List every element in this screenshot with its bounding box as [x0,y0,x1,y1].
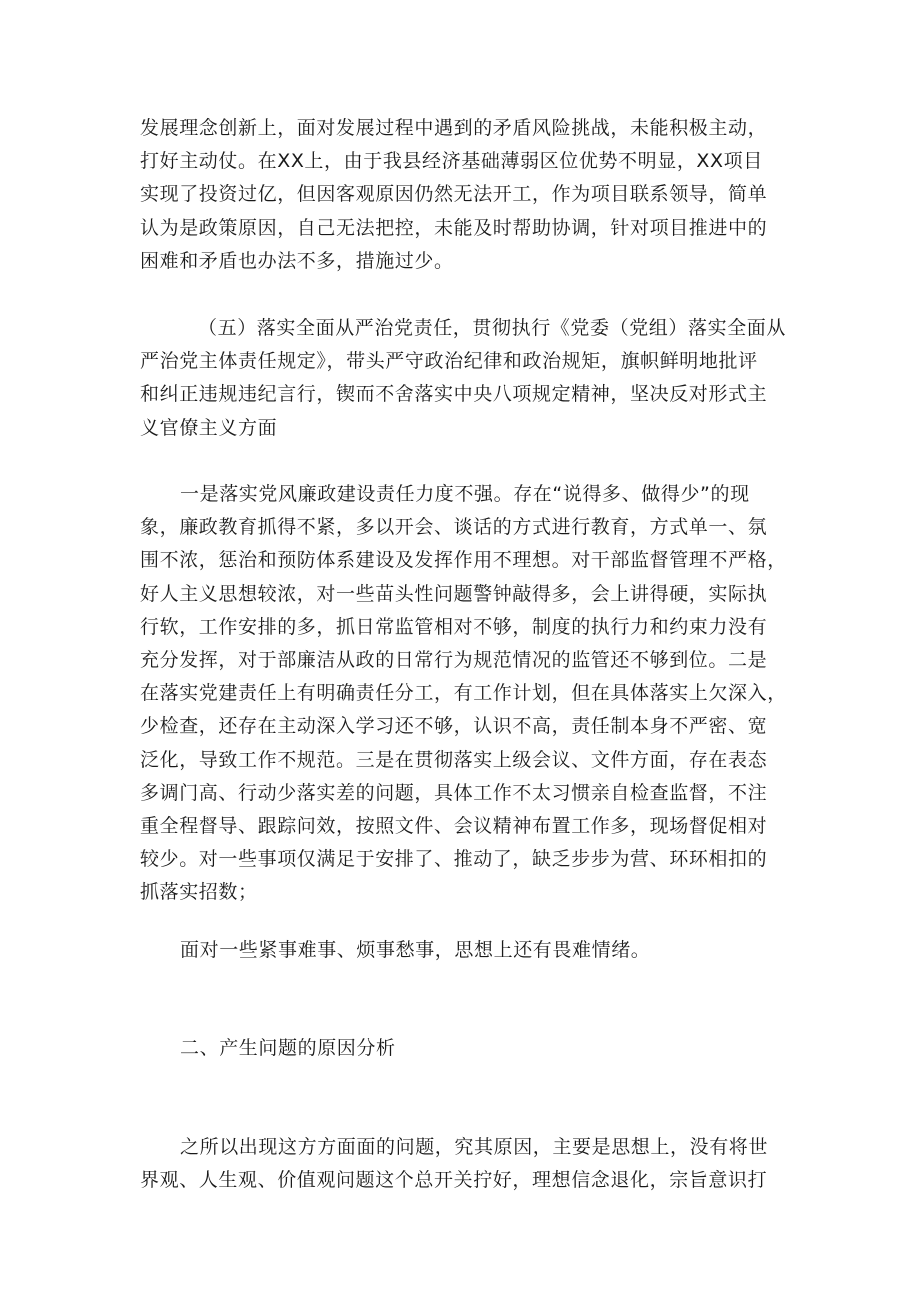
text-line: 打好主动仗。在XX上，由于我县经济基础薄弱区位优势不明显，XX项目 [140,150,763,173]
text-line: 界观、人生观、价值观问题这个总开关拧好，理想信念退化，宗旨意识打 [140,1169,768,1192]
text-line: 和纠正违规违纪言行，锲而不舍落实中央八项规定精神，坚决反对形式主 [140,383,768,406]
text-line: 二、产生问题的原因分析 [180,1037,396,1059]
text-line: 重全程督导、跟踪问效，按照文件、会议精神布置工作多，现场督促相对 [140,815,768,838]
text-line: 行软，工作安排的多，抓日常监管相对不够，制度的执行力和约束力没有 [140,615,768,638]
text-line: 一是落实党风廉政建设责任力度不强。存在“说得多、做得少”的现 [180,483,750,505]
paragraph-clean-governance [140,478,800,910]
section-heading-cause-analysis [140,1032,800,1065]
text-line: 少检查，还存在主动深入学习还不够，认识不高，责任制本身不严密、宽 [140,715,768,738]
text-line: 之所以出现这方方面面的问题，究其原因，主要是思想上，没有将世 [180,1136,769,1158]
text-line: （五）落实全面从严治党责任，贯彻执行《党委（党组）落实全面从 [198,317,787,339]
text-line: 在落实党建责任上有明确责任分工，有工作计划，但在具体落实上欠深入， [140,682,787,705]
text-line: 较少。对一些事项仅满足于安排了、推动了，缺乏步步为营、环环相扣的 [140,848,768,871]
paragraph-development-concept [140,112,800,278]
paragraph-section-five-heading [140,312,800,445]
text-line: 多调门高、行动少落实差的问题，具体工作不太习惯亲自检查监督，不注 [140,781,768,804]
text-line: 抓落实招数； [140,881,258,904]
text-line: 充分发挥，对于部廉洁从政的日常行为规范情况的监管还不够到位。二是 [140,649,768,672]
text-line: 义官僚主义方面 [140,416,278,439]
text-line: 发展理念创新上，面对发展过程中遇到的矛盾风险挑战，未能积极主动， [140,117,768,139]
text-line: 面对一些紧事难事、烦事愁事，思想上还有畏难情绪。 [180,939,651,961]
text-line: 围不浓，惩治和预防体系建设及发挥作用不理想。对干部监督管理不严格， [140,549,787,572]
text-line: 象，廉政教育抓得不紧，多以开会、谈话的方式进行教育，方式单一、氛 [140,516,768,539]
text-line: 困难和矛盾也办法不多，措施过少。 [140,249,454,272]
text-line: 泛化，导致工作不规范。三是在贯彻落实上级会议、文件方面，存在表态 [140,748,768,771]
text-line: 认为是政策原因，自己无法把控，未能及时帮助协调，针对项目推进中的 [140,216,768,239]
text-line: 严治党主体责任规定》，带头严守政治纪律和政治规矩，旗帜鲜明地批评 [140,350,758,373]
text-line: 好人主义思想较浓，对一些苗头性问题警钟敲得多，会上讲得硬，实际执 [140,582,768,605]
paragraph-cause-analysis [140,1131,800,1197]
text-line: 实现了投资过亿，但因客观原因仍然无法开工，作为项目联系领导，简单 [140,183,768,206]
paragraph-difficulty-attitude [140,934,800,967]
